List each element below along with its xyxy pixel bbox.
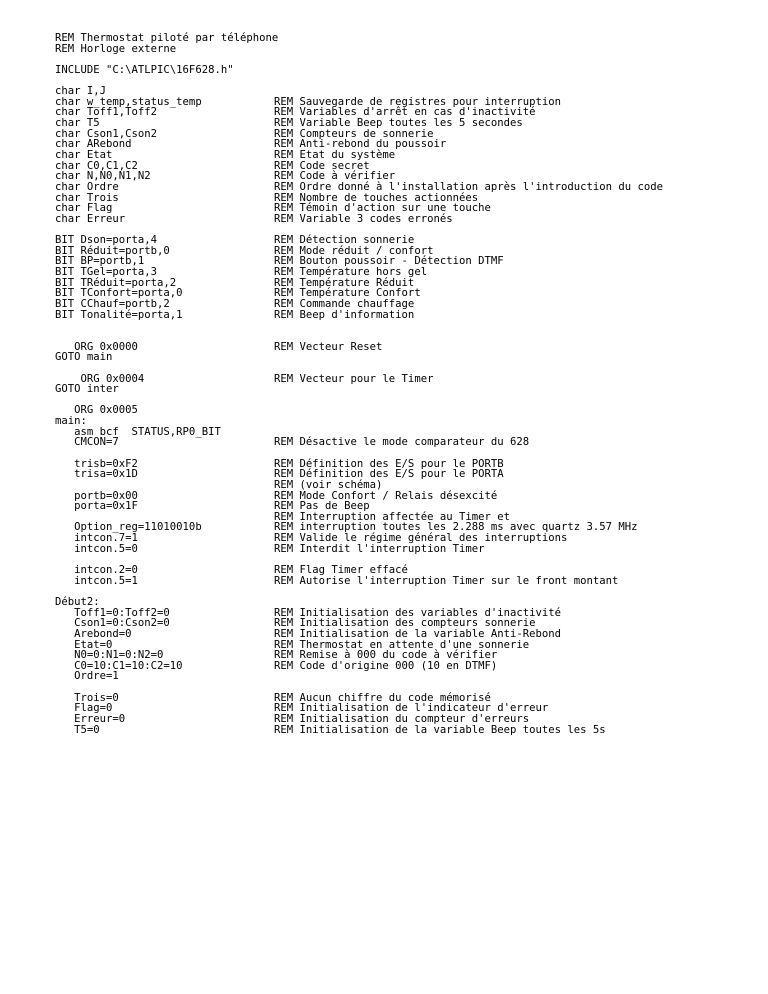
code-statement: ORG 0x0000 (55, 340, 138, 353)
code-statement: Flag=0 (55, 702, 113, 715)
code-statement: BIT TRéduit=porta,2 (55, 276, 177, 289)
code-line (55, 374, 745, 385)
code-line (55, 363, 745, 374)
code-statement: intcon.5=0 (55, 542, 138, 555)
code-statement: char Trois (55, 191, 119, 204)
rem-comment: REM Définition des E/S pour le PORTA (274, 468, 504, 481)
code-line (55, 405, 745, 416)
rem-comment: REM Détection sonnerie (274, 234, 415, 247)
rem-comment: REM Variable Beep toutes les 5 secondes (274, 117, 523, 130)
rem-comment: REM interruption toutes les 2.288 ms avec quartz 3.57 MHz (274, 521, 638, 534)
code-line (55, 586, 745, 597)
rem-comment: REM Initialisation de la variable Anti-Rebond (274, 627, 562, 640)
rem-comment: REM Code à vérifier (274, 170, 396, 183)
code-statement: Ordre=1 (55, 670, 119, 683)
code-line (55, 544, 745, 555)
rem-comment: REM Vecteur pour le Timer (274, 372, 434, 385)
rem-comment: REM Mode Confort / Relais désexcité (274, 489, 498, 502)
rem-comment: REM Sauvegarde de registres pour interruption (274, 95, 562, 108)
rem-comment: REM Anti-rebond du poussoir (274, 138, 447, 151)
code-statement: BIT Tonalité=porta,1 (55, 308, 183, 321)
code-statement: porta=0x1F (55, 500, 138, 513)
code-statement: REM Horloge externe (55, 42, 177, 55)
code-line (55, 44, 745, 55)
code-statement: char I,J (55, 85, 107, 98)
code-statement: char T5 (55, 117, 100, 130)
code-statement: char Toff1,Toff2 (55, 106, 158, 119)
code-line (55, 310, 745, 321)
code-statement: intcon.7=1 (55, 532, 138, 545)
rem-comment: REM Température hors gel (274, 266, 428, 279)
code-statement: char w_temp,status_temp (55, 95, 202, 108)
code-statement: Cson1=0:Cson2=0 (55, 617, 170, 630)
rem-comment: REM Beep d'information (274, 308, 415, 321)
code-statement: trisb=0xF2 (55, 457, 138, 470)
code-statement: portb=0x00 (55, 489, 138, 502)
code-line (55, 629, 745, 640)
code-line (55, 150, 745, 161)
code-line (55, 671, 745, 682)
rem-comment: REM Nombre de touches actionnées (274, 191, 479, 204)
code-statement: intcon.2=0 (55, 564, 138, 577)
rem-comment: REM Interruption affectée au Timer et (274, 510, 510, 523)
rem-comment: REM Aucun chiffre du code mémorisé (274, 691, 491, 704)
code-statement: REM Thermostat piloté par téléphone (55, 32, 279, 44)
code-statement: BIT CChauf=portb,2 (55, 298, 170, 311)
code-statement: BIT TConfort=porta,0 (55, 287, 183, 300)
source-code-listing (55, 33, 745, 735)
rem-comment: REM Code secret (274, 159, 370, 172)
code-line (55, 469, 745, 480)
code-statement: T5=0 (55, 723, 100, 736)
code-statement: char Etat (55, 149, 113, 162)
code-statement: CMCON=7 (55, 436, 119, 449)
rem-comment: REM Définition des E/S pour le PORTB (274, 457, 504, 470)
code-statement: char Ordre (55, 180, 119, 193)
code-statement: N0=0:N1=0:N2=0 (55, 649, 164, 662)
rem-comment: REM Initialisation du compteur d'erreurs (274, 713, 530, 725)
code-line (55, 342, 745, 353)
code-statement: Arebond=0 (55, 627, 132, 640)
code-line (55, 182, 745, 193)
code-line (55, 320, 745, 331)
rem-comment: REM Etat du système (274, 149, 396, 162)
rem-comment: REM Désactive le mode comparateur du 628 (274, 436, 530, 449)
code-statement: Trois=0 (55, 691, 119, 704)
rem-comment: REM Initialisation des compteurs sonnerie (274, 617, 536, 630)
code-statement: char C0,C1,C2 (55, 159, 138, 172)
code-statement: intcon.5=1 (55, 574, 138, 587)
code-statement: BIT TGel=porta,3 (55, 266, 158, 279)
rem-comment: REM Vecteur Reset (274, 340, 383, 353)
rem-comment: REM Autorise l'interruption Timer sur le front montant (274, 574, 619, 587)
code-statement: Option_reg=11010010b (55, 521, 202, 534)
code-line (55, 331, 745, 342)
code-statement: trisa=0x1D (55, 468, 138, 481)
code-line (55, 491, 745, 502)
code-line (55, 395, 745, 406)
code-line (55, 214, 745, 225)
code-statement: Début2: (55, 595, 100, 608)
rem-comment: REM Valide le régime général des interruptions (274, 532, 568, 545)
code-statement: char Cson1,Cson2 (55, 127, 158, 140)
code-statement: asm bcf STATUS,RP0_BIT (55, 425, 221, 438)
code-statement: INCLUDE "C:\ATLPIC\16F628.h" (55, 63, 234, 76)
rem-comment: REM Température Réduit (274, 276, 415, 289)
rem-comment: REM (voir schéma) (274, 478, 383, 491)
code-line (55, 661, 745, 672)
code-line (55, 384, 745, 395)
rem-comment: REM Bouton poussoir - Détection DTMF (274, 255, 504, 268)
code-statement: GOTO main (55, 351, 113, 364)
code-statement: ORG 0x0005 (55, 404, 138, 417)
code-statement: BIT Réduit=portb,0 (55, 244, 170, 257)
code-line (55, 480, 745, 491)
code-line (55, 597, 745, 608)
code-statement: BIT Dson=porta,4 (55, 234, 158, 247)
code-line (55, 139, 745, 150)
code-statement: GOTO inter (55, 383, 119, 396)
code-line (55, 352, 745, 363)
code-statement: Erreur=0 (55, 713, 126, 725)
code-line (55, 437, 745, 448)
code-line (55, 161, 745, 172)
rem-comment: REM Témoin d'action sur une touche (274, 202, 491, 215)
code-statement: BIT BP=portb,1 (55, 255, 145, 268)
code-statement: char N,N0,N1,N2 (55, 170, 151, 183)
code-statement: Etat=0 (55, 638, 113, 651)
rem-comment: REM Initialisation des variables d'inactivité (274, 606, 562, 619)
rem-comment: REM Variables d'arrêt en cas d'inactivité (274, 106, 536, 119)
code-line (55, 576, 745, 587)
rem-comment: REM Commande chauffage (274, 298, 415, 311)
rem-comment: REM Variable 3 codes erronés (274, 212, 453, 225)
code-statement: char Erreur (55, 212, 126, 225)
rem-comment: REM Flag Timer effacé (274, 564, 408, 577)
rem-comment: REM Code d'origine 000 (10 en DTMF) (274, 659, 498, 672)
rem-comment: REM Compteurs de sonnerie (274, 127, 434, 140)
rem-comment: REM Thermostat en attente d'une sonnerie (274, 638, 530, 651)
code-statement: Toff1=0:Toff2=0 (55, 606, 170, 619)
rem-comment: REM Initialisation de l'indicateur d'erreur (274, 702, 549, 715)
rem-comment: REM Remise à 000 du code à vérifier (274, 649, 498, 662)
code-statement: C0=10:C1=10:C2=10 (55, 659, 183, 672)
rem-comment: REM Température Confort (274, 287, 421, 300)
rem-comment: REM Pas de Beep (274, 500, 370, 513)
code-statement: main: (55, 415, 87, 428)
code-line (55, 65, 745, 76)
rem-comment: REM Interdit l'interruption Timer (274, 542, 485, 555)
code-line (55, 76, 745, 87)
code-statement: char ARebond (55, 138, 132, 151)
code-line (55, 725, 745, 736)
code-statement: ORG 0x0004 (55, 372, 145, 385)
code-statement: char Flag (55, 202, 113, 215)
rem-comment: REM Initialisation de la variable Beep toutes les 5s (274, 723, 606, 736)
rem-comment: REM Ordre donné à l'installation après l'introduction du code (274, 180, 664, 193)
rem-comment: REM Mode réduit / confort (274, 244, 434, 257)
